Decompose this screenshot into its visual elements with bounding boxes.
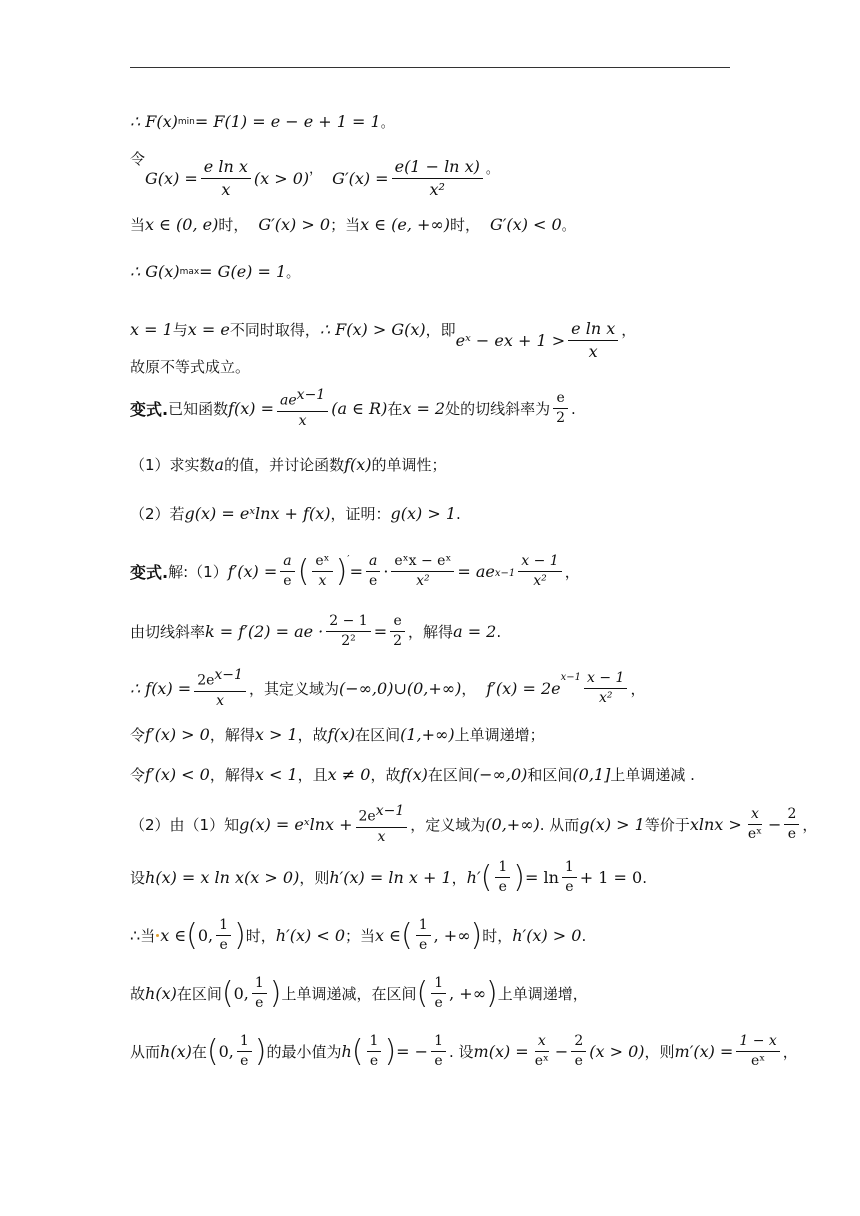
formula: h(x) <box>160 1042 192 1062</box>
text: 的最小值为 <box>266 1043 342 1062</box>
numerator: x <box>748 807 762 825</box>
numerator: x − 1 <box>584 671 627 689</box>
fraction <box>356 804 408 845</box>
variant-title: 变式. <box>130 563 169 583</box>
fraction <box>391 554 454 590</box>
fraction <box>390 614 405 650</box>
numerator: e(1 − ln x) <box>392 158 483 179</box>
text: 在区间 <box>176 985 222 1004</box>
text: 当 <box>140 927 156 946</box>
denominator: e <box>787 826 797 843</box>
formula: (0,1] <box>572 765 611 784</box>
denominator: x <box>588 341 598 361</box>
prime: ′ <box>347 554 350 565</box>
formula: k = f′(2) = ae · <box>205 622 324 642</box>
text: 不同时取得， <box>229 320 320 339</box>
denominator: eˣ <box>747 826 763 843</box>
paren: ) <box>486 976 498 1012</box>
text: 时， <box>450 216 481 234</box>
formula: eˣ − ex + 1 > <box>455 330 566 350</box>
formula: G(x) = <box>145 168 198 188</box>
period: 。 <box>286 266 300 281</box>
text: （2）由（1）知 <box>130 816 240 835</box>
denominator: x <box>377 828 386 845</box>
denominator: 2² <box>341 633 356 650</box>
denominator: eˣ <box>534 1053 549 1070</box>
fraction <box>252 976 267 1012</box>
punct: 。 <box>561 219 575 234</box>
formula: = <box>349 562 363 582</box>
formula: (−∞,0) <box>472 765 528 784</box>
text: 令 <box>130 726 146 744</box>
formula: x = 1 <box>130 319 173 339</box>
text: 在 <box>191 1043 207 1062</box>
numerator: 2e <box>197 672 215 689</box>
text: ，其定义域为 <box>248 680 339 699</box>
solution-line-7 <box>130 860 647 896</box>
formula: (0,+∞) <box>485 815 540 835</box>
numerator: 1 <box>367 1034 382 1052</box>
formula: x ∈ <box>375 926 401 946</box>
formula: = − <box>396 1042 429 1062</box>
text: 时， <box>482 927 513 946</box>
formula: h′(x) < 0 <box>275 926 345 946</box>
formula: (−∞,0)∪(0,+∞) <box>338 679 462 699</box>
formula: h(x) <box>145 984 177 1004</box>
text: 的单调性； <box>371 456 447 474</box>
denominator: eˣ <box>750 1053 766 1070</box>
numerator: 1 <box>237 1034 252 1052</box>
fraction <box>532 1034 552 1070</box>
fraction <box>431 1034 446 1070</box>
text: 时， <box>245 927 276 946</box>
formula: = G(e) = 1 <box>199 262 287 281</box>
punct: ， <box>630 680 646 699</box>
formula: h′(x) > 0 <box>512 926 582 946</box>
formula: h′(x) = ln x + 1 <box>329 868 452 888</box>
denominator: x <box>298 412 307 429</box>
formula: ∴ <box>130 926 141 946</box>
punct: . <box>571 399 576 418</box>
fraction <box>431 976 446 1012</box>
text: . 从而 <box>539 816 580 835</box>
formula: x ∈ (e, +∞) <box>360 215 450 234</box>
formula: f′(x) < 0 <box>145 765 210 784</box>
formula: x ∈ <box>160 926 187 946</box>
fraction <box>745 807 765 843</box>
formula: f(x) = <box>228 399 275 419</box>
punct: ， <box>461 680 477 699</box>
text: 在 <box>387 400 403 419</box>
question-part-2 <box>130 503 461 524</box>
question-stem <box>130 388 576 429</box>
formula: x ∈ (0, e) <box>145 215 219 234</box>
fraction <box>553 391 568 427</box>
paren: ( <box>400 918 413 954</box>
numerator: 2e <box>358 808 376 825</box>
text: ，证明： <box>330 505 391 523</box>
text: 从而 <box>130 1043 161 1062</box>
punct: ， <box>425 320 441 339</box>
text: 故原不等式成立。 <box>130 358 251 376</box>
formula: h <box>341 1042 352 1062</box>
text: 上单调递减 . <box>610 766 695 784</box>
denominator: e <box>498 879 507 896</box>
line-G-def <box>130 148 499 198</box>
numerator: e ln x <box>568 320 618 341</box>
formula: a = 2 <box>453 622 497 642</box>
formula: 0, <box>233 984 249 1004</box>
fraction <box>366 554 380 590</box>
formula: , +∞ <box>433 926 471 946</box>
formula: ∴ F(x) > G(x) <box>319 319 426 339</box>
formula: ∴ f(x) = <box>130 679 192 699</box>
formula: (x > 0) <box>589 1042 645 1062</box>
denominator: e <box>283 573 292 590</box>
numerator: ae <box>280 392 297 409</box>
formula: g(x) > 1 <box>390 504 457 523</box>
numerator: 1 <box>416 918 431 936</box>
paren: ) <box>234 918 246 954</box>
punct: . <box>642 868 648 887</box>
denominator: e <box>219 937 228 954</box>
numerator: a <box>366 554 380 572</box>
question-part-1 <box>130 454 447 475</box>
exponent: x−1 <box>296 387 326 403</box>
fraction <box>571 1034 586 1070</box>
numerator: e <box>553 391 567 409</box>
formula: 0, <box>218 1042 234 1062</box>
exponent: x−1 <box>375 803 405 819</box>
numerator: e <box>390 614 404 632</box>
denominator: x² <box>416 573 430 590</box>
formula: h′ <box>466 868 481 888</box>
formula: (x > 0) <box>253 168 310 188</box>
text: 当 <box>345 216 361 234</box>
numerator: 2 − 1 <box>326 614 370 632</box>
subscript: min <box>177 116 195 127</box>
line-conclusion <box>130 298 636 360</box>
text: 当 <box>130 216 146 234</box>
formula: G′(x) > 0 <box>258 215 331 234</box>
formula: f(x) <box>400 765 428 784</box>
exponent: x−1 <box>214 667 243 683</box>
denominator: e <box>255 995 264 1012</box>
fraction <box>312 554 332 590</box>
paren: ) <box>384 1034 397 1070</box>
formula: x ≠ 0 <box>327 765 371 784</box>
fraction <box>280 554 294 590</box>
formula: xlnx > <box>689 815 742 835</box>
line-G-monotone <box>130 214 575 235</box>
formula: f′(x) > 0 <box>145 725 210 744</box>
denominator: e <box>369 573 378 590</box>
numerator: 2 <box>784 807 799 825</box>
text: ，且 <box>297 766 328 784</box>
paren: ) <box>335 554 348 590</box>
denominator: e <box>369 1053 379 1070</box>
fraction <box>416 918 431 954</box>
denominator: x² <box>533 573 547 590</box>
text: 上单调递减，在区间 <box>281 985 417 1004</box>
exponent: x−1 <box>560 672 582 683</box>
text: 即 <box>440 320 456 339</box>
punct: . <box>496 622 502 641</box>
formula: = ln <box>524 868 559 888</box>
fraction <box>194 668 246 709</box>
denominator: e <box>419 937 428 954</box>
fraction <box>237 1034 252 1070</box>
text: ，则 <box>299 869 330 888</box>
text: 与 <box>172 320 188 339</box>
formula: f(x) <box>344 455 372 474</box>
fraction <box>216 918 231 954</box>
solution-line-8 <box>130 918 586 954</box>
text: 已知函数 <box>168 400 229 419</box>
denominator: x <box>318 573 327 590</box>
fraction <box>784 807 799 843</box>
formula: G′(x) = <box>332 168 389 188</box>
punct: ； <box>330 216 346 234</box>
formula: + 1 = 0 <box>579 868 643 888</box>
formula: g(x) = eˣlnx + f(x) <box>184 504 331 523</box>
text: ，故 <box>297 726 328 744</box>
text: 的值，并讨论函数 <box>224 456 345 474</box>
solution-line-2 <box>130 614 501 650</box>
formula: g(x) = eˣlnx + <box>239 815 353 835</box>
paren: ) <box>254 1034 267 1070</box>
fraction <box>326 614 370 650</box>
formula: 0, <box>197 926 214 946</box>
solution-line-9 <box>130 976 588 1012</box>
denominator: e <box>434 1053 443 1070</box>
paren: ( <box>221 976 234 1012</box>
formula: x = 2 <box>402 399 446 419</box>
numerator: 1 − x <box>736 1034 779 1052</box>
period: 。 <box>380 116 394 131</box>
text: 上单调递增， <box>497 985 588 1004</box>
numerator: e ln x <box>201 158 251 179</box>
denominator: x <box>216 692 225 709</box>
line-G-max <box>130 262 299 281</box>
formula: = F(1) = e − e + 1 = 1 <box>194 112 381 131</box>
formula: G′(x) < 0 <box>490 215 562 234</box>
text: ，解得 <box>209 766 255 784</box>
solution-line-10 <box>130 1034 798 1070</box>
numerator: a <box>280 554 294 572</box>
subscript: max <box>179 266 200 277</box>
text: 令 <box>130 766 146 784</box>
punct: ， <box>802 816 818 835</box>
text: 令 <box>130 150 146 168</box>
formula: f′(x) = 2e <box>486 679 561 699</box>
formula: − <box>554 1042 569 1062</box>
fraction <box>277 388 328 429</box>
denominator: e <box>574 1053 583 1070</box>
denominator: e <box>434 995 443 1012</box>
solution-line-3 <box>130 668 645 709</box>
paren: ) <box>269 976 282 1012</box>
text: 等价于 <box>644 816 690 835</box>
text: ，解得 <box>408 623 454 642</box>
solution-line-6 <box>130 804 817 845</box>
paren: ) <box>470 918 483 954</box>
formula: (a ∈ R) <box>331 399 388 419</box>
solution-line-1 <box>130 554 580 590</box>
numerator: 1 <box>431 1034 446 1052</box>
denominator: e <box>240 1053 249 1070</box>
formula: · <box>383 562 389 582</box>
fraction <box>495 860 510 896</box>
numerator: 1 <box>252 976 267 994</box>
denominator: x² <box>429 179 445 199</box>
fraction <box>736 1034 779 1070</box>
numerator: 1 <box>562 860 577 878</box>
formula: − <box>768 815 782 835</box>
line-F-min <box>130 112 394 131</box>
numerator: 2 <box>571 1034 586 1052</box>
numerator: eˣx − eˣ <box>391 554 454 572</box>
text: （1）求实数 <box>130 456 215 474</box>
punct: ， <box>782 1043 798 1062</box>
punct: ， <box>621 320 637 339</box>
punct: . <box>456 504 461 523</box>
formula: x = e <box>187 319 230 339</box>
text: . 设 <box>448 1043 474 1062</box>
fraction <box>584 671 627 707</box>
paren: ( <box>480 860 493 896</box>
fraction <box>367 1034 382 1070</box>
numerator: x <box>535 1034 549 1052</box>
text: ；当 <box>345 927 376 946</box>
numerator: 1 <box>495 860 510 878</box>
formula: = ae <box>457 562 495 582</box>
formula: x < 1 <box>254 765 298 784</box>
denominator: x <box>221 179 231 199</box>
text: 在区间 <box>355 726 401 744</box>
formula: = <box>373 622 388 642</box>
text: 设 <box>130 869 146 888</box>
text: ，则 <box>644 1043 675 1062</box>
punct: . <box>581 926 587 945</box>
formula: a <box>214 455 225 474</box>
text: 处的切线斜率为 <box>445 400 551 419</box>
denominator: 2 <box>393 633 403 650</box>
solution-line-5 <box>130 764 695 785</box>
fraction <box>568 320 618 360</box>
punct: ， <box>451 869 467 888</box>
paren: ( <box>186 918 198 954</box>
text: 和区间 <box>527 766 573 784</box>
formula: f(x) <box>327 725 356 744</box>
text: 解:（1） <box>168 563 228 582</box>
punct: ， <box>564 563 580 582</box>
text: 上单调递增； <box>454 726 545 744</box>
fraction <box>201 158 251 198</box>
text: （2）若 <box>130 505 185 523</box>
formula: ∴ F(x) <box>130 112 178 131</box>
formula: (1,+∞) <box>400 725 455 744</box>
formula: x > 1 <box>254 725 298 744</box>
numerator: 1 <box>216 918 231 936</box>
decor-dot <box>156 934 159 937</box>
paren: ( <box>206 1034 219 1070</box>
formula: ∴ G(x) <box>130 262 180 281</box>
variant-title: 变式. <box>130 400 169 420</box>
formula: m′(x) = <box>674 1042 734 1062</box>
denominator: e <box>565 879 574 896</box>
fraction <box>562 860 577 896</box>
formula: m(x) = <box>473 1042 529 1062</box>
paren: ( <box>351 1034 364 1070</box>
numerator: 1 <box>431 976 446 994</box>
line-final <box>130 356 250 377</box>
formula: f′(x) = <box>227 562 278 582</box>
text: ，故 <box>370 766 401 784</box>
text: ，解得 <box>209 726 255 744</box>
punct: ， <box>309 162 323 177</box>
numerator: x − 1 <box>518 554 561 572</box>
text: 在区间 <box>427 766 473 784</box>
denominator: 2 <box>556 410 566 427</box>
text: ，定义域为 <box>410 816 486 835</box>
header-rule <box>130 67 730 68</box>
fraction <box>518 554 561 590</box>
solution-line-4 <box>130 724 545 745</box>
paren: ( <box>297 554 310 590</box>
exponent: x−1 <box>494 568 516 579</box>
punct: 。 <box>485 162 499 177</box>
numerator: eˣ <box>312 554 332 572</box>
text: 故 <box>130 985 146 1004</box>
formula: , +∞ <box>449 984 487 1004</box>
text: 时， <box>218 216 249 234</box>
formula: g(x) > 1 <box>579 815 645 835</box>
paren: ( <box>416 976 429 1012</box>
denominator: x² <box>598 690 613 707</box>
text: 由切线斜率 <box>130 623 206 642</box>
paren: ) <box>513 860 525 896</box>
fraction <box>392 158 483 198</box>
formula: h(x) = x ln x(x > 0) <box>145 868 300 888</box>
